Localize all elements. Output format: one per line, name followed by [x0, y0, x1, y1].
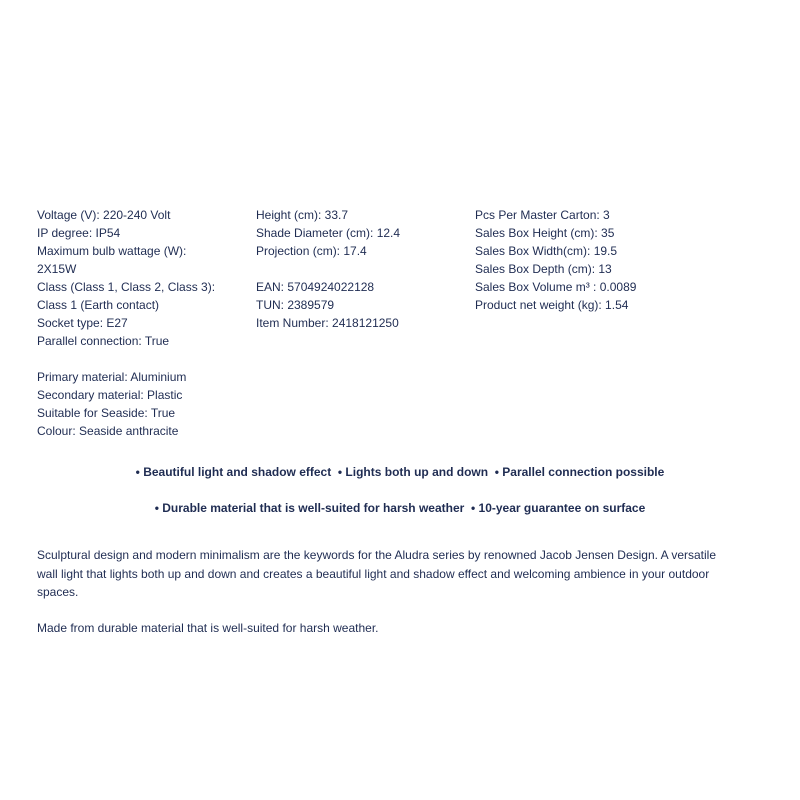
spec-colour: Colour: Seaside anthracite: [37, 424, 179, 438]
specs-column-packaging: [475, 206, 675, 314]
spec-suitable-seaside: Suitable for Seaside: True: [37, 406, 176, 420]
specs-column-dimensions: [256, 206, 456, 332]
spec-socket-type: Socket type: E27: [37, 316, 128, 330]
product-description-material: Made from durable material that is well-suited for harsh weather.: [37, 621, 379, 635]
spec-projection: Projection (cm): 17.4: [256, 244, 367, 258]
spec-class-label: Class (Class 1, Class 2, Class 3):: [37, 280, 216, 294]
spec-max-bulb-wattage-value: 2X15W: [37, 262, 77, 276]
feature-item: • Durable material that is well-suited for harsh weather: [154, 501, 465, 515]
spec-tun: TUN: 2389579: [256, 298, 335, 312]
spec-pcs-master-carton: Pcs Per Master Carton: 3: [475, 208, 610, 222]
spec-ip-degree: IP degree: IP54: [37, 226, 121, 240]
spec-sales-box-volume: Sales Box Volume m³ : 0.0089: [475, 280, 637, 294]
spec-secondary-material: Secondary material: Plastic: [37, 388, 183, 402]
feature-item: • Parallel connection possible: [494, 465, 665, 479]
spec-spacer: [37, 350, 247, 368]
feature-item: • Beautiful light and shadow effect: [135, 465, 332, 479]
feature-list-row-2: [0, 499, 800, 517]
spec-spacer: [256, 260, 456, 278]
spec-net-weight: Product net weight (kg): 1.54: [475, 298, 629, 312]
spec-sales-box-width: Sales Box Width(cm): 19.5: [475, 244, 618, 258]
spec-parallel-connection: Parallel connection: True: [37, 334, 170, 348]
spec-class-value: Class 1 (Earth contact): [37, 298, 160, 312]
spec-shade-diameter: Shade Diameter (cm): 12.4: [256, 226, 401, 240]
feature-list-row-1: [0, 463, 800, 481]
feature-item: • Lights both up and down: [337, 465, 489, 479]
spec-ean: EAN: 5704924022128: [256, 280, 375, 294]
specs-column-electrical: [37, 206, 247, 440]
spec-sales-box-depth: Sales Box Depth (cm): 13: [475, 262, 612, 276]
spec-voltage: Voltage (V): 220-240 Volt: [37, 208, 171, 222]
spec-sales-box-height: Sales Box Height (cm): 35: [475, 226, 615, 240]
spec-height: Height (cm): 33.7: [256, 208, 349, 222]
spec-primary-material: Primary material: Aluminium: [37, 370, 187, 384]
feature-item: • 10-year guarantee on surface: [471, 501, 646, 515]
product-description: Sculptural design and modern minimalism are the keywords for the Aludra series by renowned Jacob Jensen Design. A versatile wall light that lights both up and down and creates a beautiful light and shadow effect and welcoming ambience in your outdoor spaces.: [37, 548, 717, 599]
spec-item-number: Item Number: 2418121250: [256, 316, 399, 330]
spec-max-bulb-wattage-label: Maximum bulb wattage (W):: [37, 244, 187, 258]
